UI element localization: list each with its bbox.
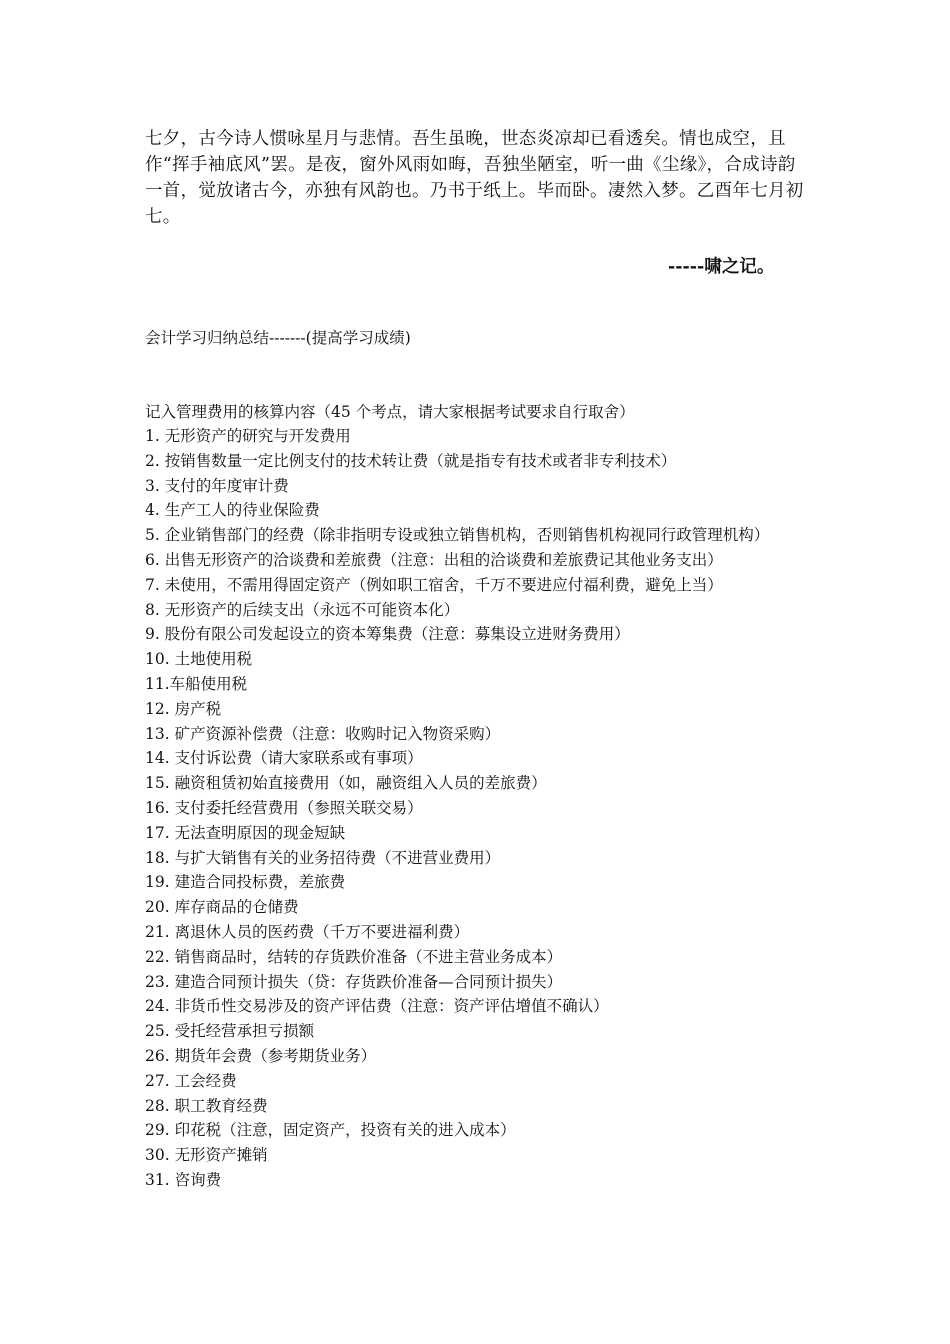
list-item: 25. 受托经营承担亏损额 bbox=[145, 1022, 315, 1041]
list-item: 3. 支付的年度审计费 bbox=[145, 476, 289, 495]
list-item: 8. 无形资产的后续支出（永远不可能资本化） bbox=[145, 600, 460, 619]
list-item: 31. 咨询费 bbox=[145, 1170, 222, 1189]
list-item: 24. 非货币性交易涉及的资产评估费（注意：资产评估增值不确认） bbox=[145, 997, 609, 1016]
list-item: 11.车船使用税 bbox=[145, 674, 248, 693]
list-item: 18. 与扩大销售有关的业务招待费（不进营业费用） bbox=[145, 848, 501, 867]
list-item: 10. 土地使用税 bbox=[145, 650, 253, 669]
list-item: 6. 出售无形资产的洽谈费和差旅费（注意：出租的洽谈费和差旅费记其他业务支出） bbox=[145, 550, 723, 569]
list-item: 27. 工会经费 bbox=[145, 1071, 237, 1090]
intro-paragraph: 七夕，古今诗人惯咏星月与悲情。吾生虽晚，世态炎凉却已看透矣。情也成空，且作“挥手袖底风”罢。是夜，窗外风雨如晦，吾独坐陋室，听一曲《尘缘》，合成诗韵一首，觉放诸古今，亦独有风韵也。乃书于纸上。毕而卧。凄然入梦。乙酉年七月初七。 bbox=[145, 129, 804, 227]
expense-item-list bbox=[145, 424, 810, 1193]
list-item: 16. 支付委托经营费用（参照关联交易） bbox=[145, 798, 423, 817]
list-item: 2. 按销售数量一定比例支付的技术转让费（就是指专有技术或者非专利技术） bbox=[145, 451, 677, 470]
list-item: 30. 无形资产摊销 bbox=[145, 1146, 268, 1165]
list-item: 5. 企业销售部门的经费（除非指明专设或独立销售机构，否则销售机构视同行政管理机构） bbox=[145, 526, 770, 545]
list-item: 26. 期货年会费（参考期货业务） bbox=[145, 1046, 377, 1065]
list-item: 19. 建造合同投标费，差旅费 bbox=[145, 873, 346, 892]
document-heading: 会计学习归纳总结-------(提高学习成绩) bbox=[145, 329, 411, 347]
list-item: 20. 库存商品的仓储费 bbox=[145, 898, 299, 917]
list-item: 14. 支付诉讼费（请大家联系或有事项） bbox=[145, 749, 423, 768]
list-item: 23. 建造合同预计损失（贷：存货跌价准备—合同预计损失） bbox=[145, 972, 563, 991]
list-item: 21. 离退休人员的医药费（千万不要进福利费） bbox=[145, 922, 470, 941]
list-item: 1. 无形资产的研究与开发费用 bbox=[145, 427, 351, 445]
list-item: 17. 无法查明原因的现金短缺 bbox=[145, 823, 346, 842]
signature: -----啸之记。 bbox=[668, 257, 775, 277]
list-item: 29. 印花税（注意，固定资产，投资有关的进入成本） bbox=[145, 1121, 516, 1140]
list-item: 22. 销售商品时，结转的存货跌价准备（不进主营业务成本） bbox=[145, 947, 563, 966]
list-item: 28. 职工教育经费 bbox=[145, 1096, 268, 1115]
list-item: 13. 矿产资源补偿费（注意：收购时记入物资采购） bbox=[145, 724, 501, 743]
list-item: 4. 生产工人的待业保险费 bbox=[145, 501, 320, 520]
list-item: 9. 股份有限公司发起设立的资本筹集费（注意：募集设立进财务费用） bbox=[145, 625, 630, 644]
list-item: 15. 融资租赁初始直接费用（如，融资组入人员的差旅费） bbox=[145, 774, 547, 793]
list-item: 7. 未使用，不需用得固定资产（例如职工宿舍，千万不要进应付福利费，避免上当） bbox=[145, 575, 723, 594]
list-item: 12. 房产税 bbox=[145, 699, 222, 718]
list-intro: 记入管理费用的核算内容（45 个考点，请大家根据考试要求自行取舍） bbox=[145, 403, 635, 421]
